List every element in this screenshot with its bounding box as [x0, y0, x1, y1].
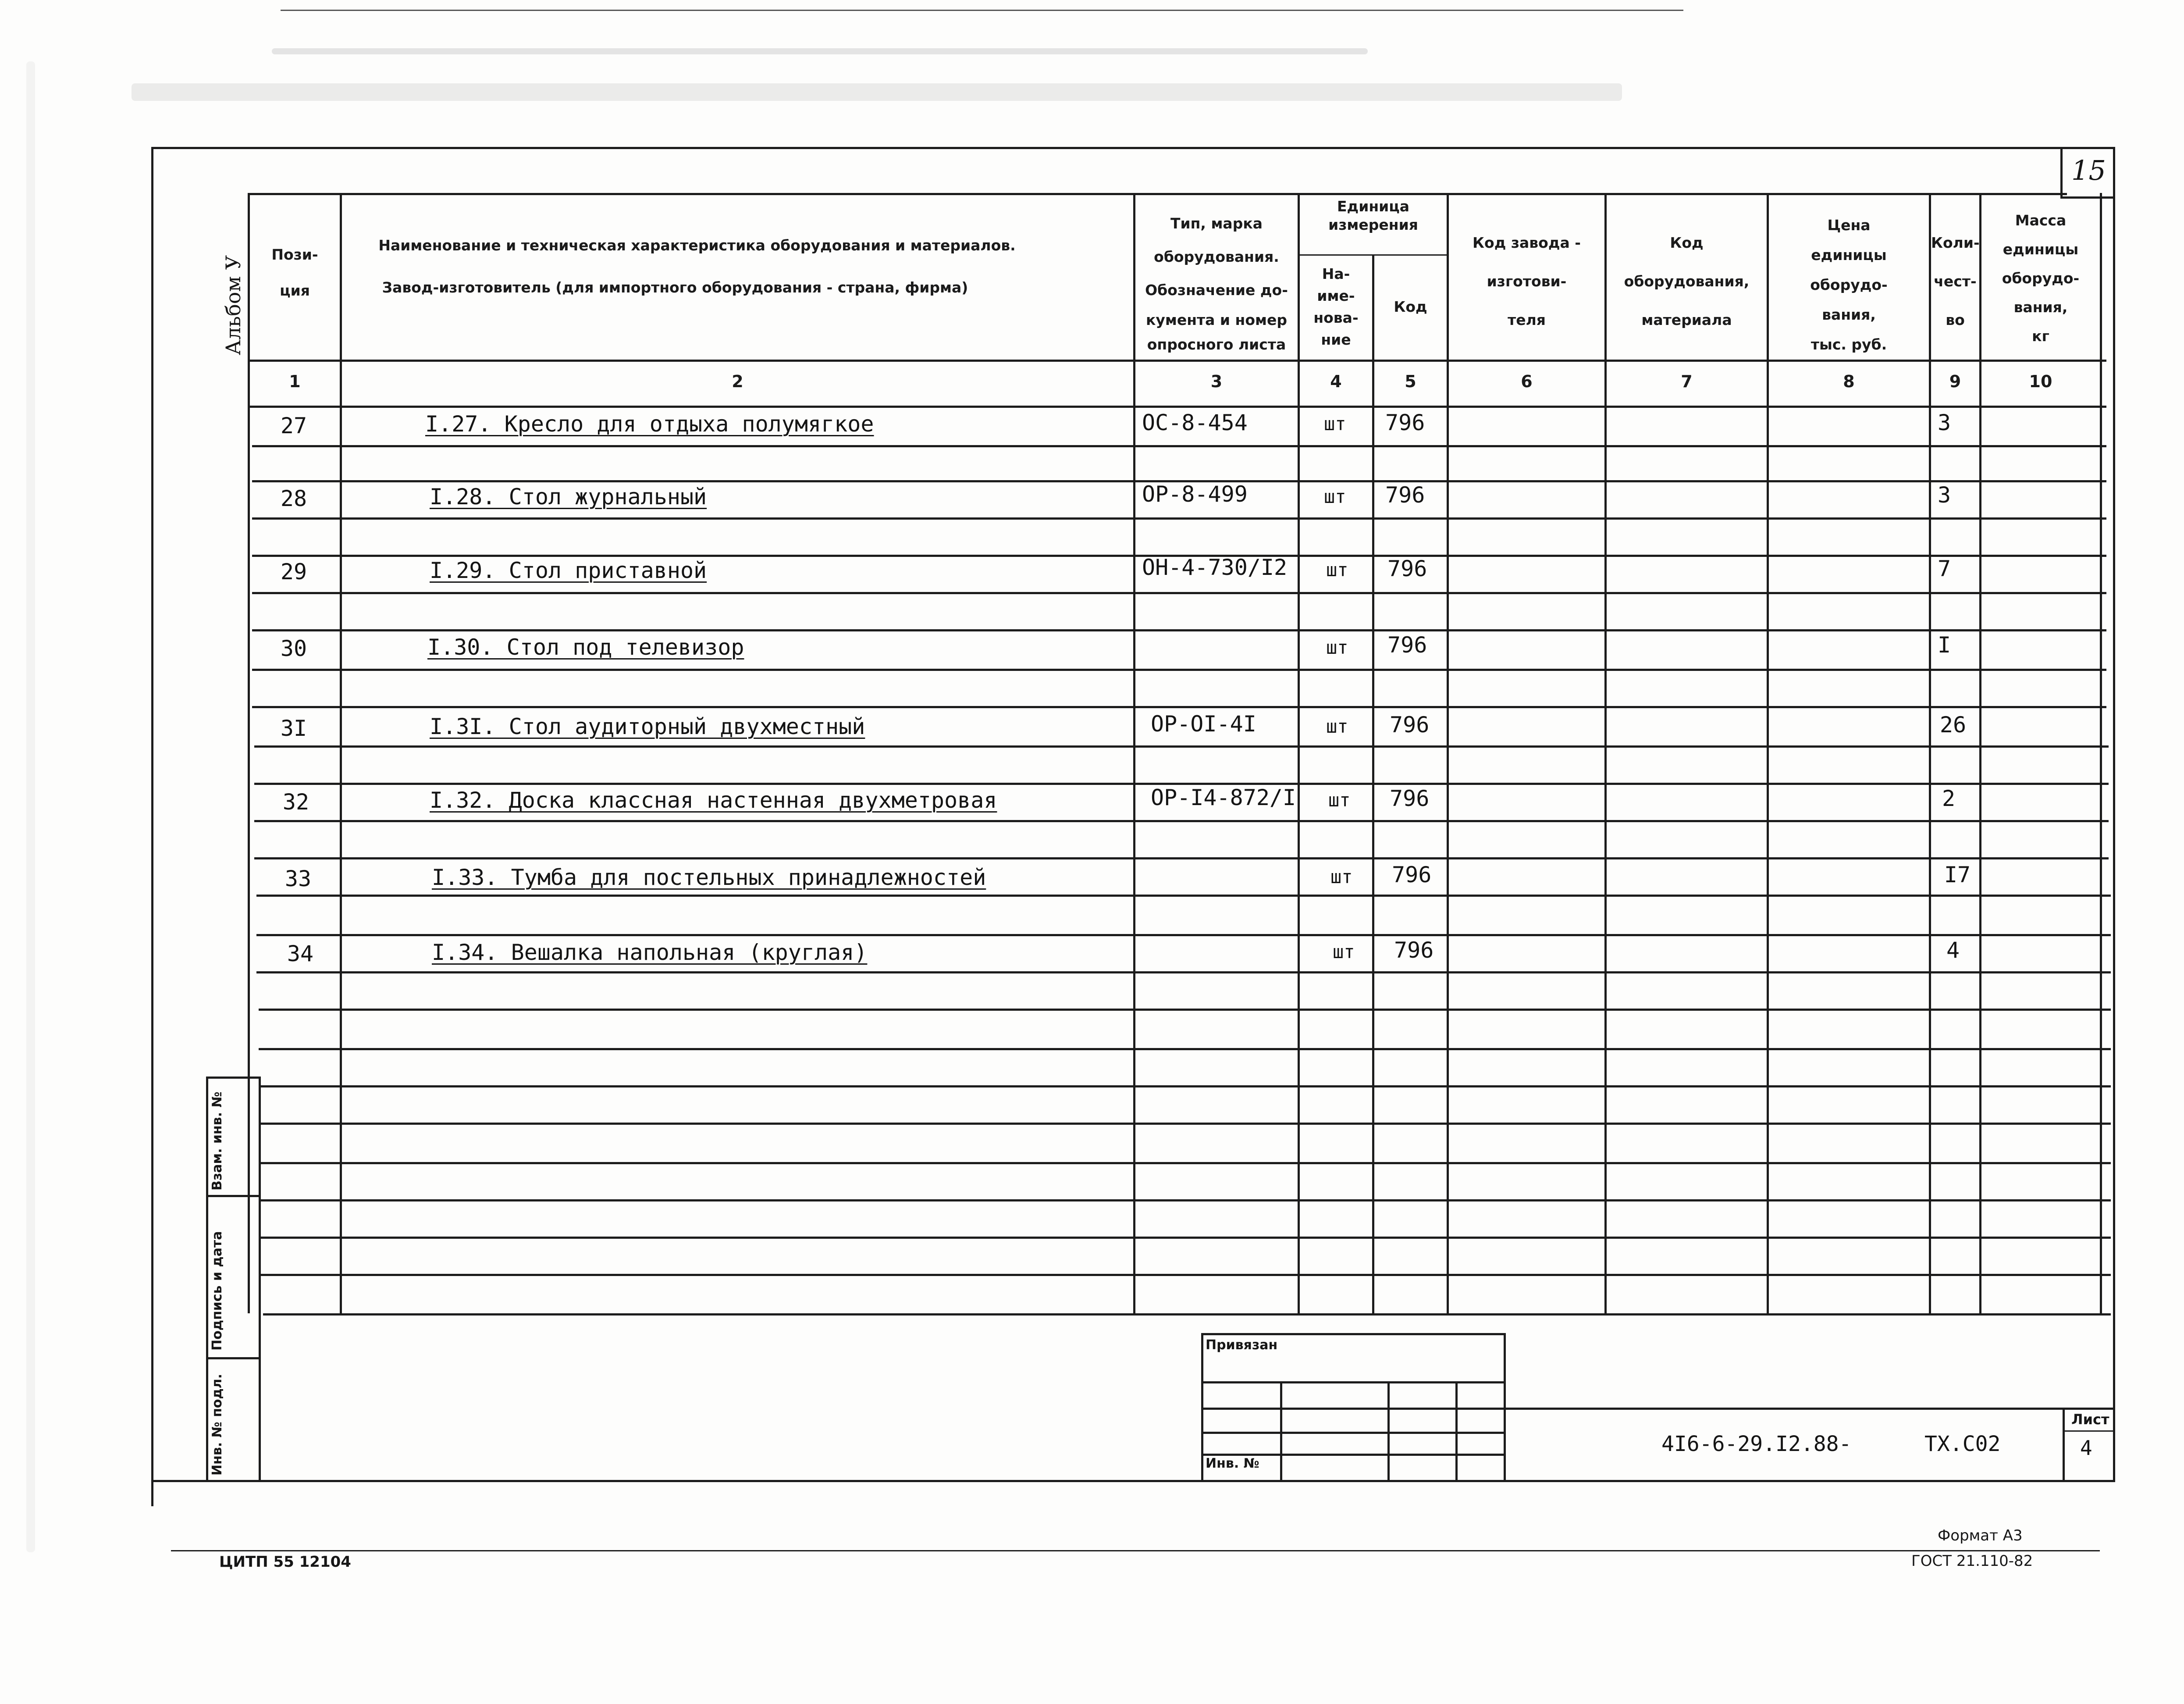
row-name: I.30. Стол под телевизор	[427, 635, 744, 660]
row-position: 33	[285, 866, 312, 891]
colnum-9: 9	[1949, 372, 1961, 391]
row-code: 796	[1390, 786, 1430, 811]
header-name-line2: Завод-изготовитель (для импортного оборудования - страна, фирма)	[382, 279, 968, 296]
row-qty: 3	[1937, 410, 1951, 435]
colnum-1: 1	[289, 372, 301, 391]
row-unit: шт	[1326, 637, 1348, 658]
row-unit: шт	[1326, 559, 1348, 581]
gost-label: ГОСТ 21.110-82	[1911, 1552, 2033, 1570]
bound-label: Привязан	[1206, 1337, 1278, 1353]
stamp-left: ЦИТП 55 12104	[219, 1553, 351, 1571]
header-unit-code: Код	[1394, 298, 1427, 315]
header-unit-name: На- име- нова- ние	[1313, 265, 1359, 348]
colnum-7: 7	[1681, 372, 1693, 391]
row-unit: шт	[1326, 716, 1348, 737]
header-position: Пози- ция	[271, 246, 318, 299]
side-stamp-label-3: Инв. № подл.	[210, 1373, 225, 1476]
sheet-label: Лист	[2071, 1411, 2109, 1428]
colnum-4: 4	[1330, 372, 1342, 391]
row-unit: шт	[1324, 486, 1346, 507]
colnum-10: 10	[2029, 372, 2052, 391]
colnum-6: 6	[1521, 372, 1533, 391]
sheet-number-handwritten: 15	[2071, 154, 2106, 186]
header-type-3: Обозначение до-	[1145, 282, 1288, 299]
header-type-1: Тип, марка	[1170, 215, 1263, 232]
album-label: Альбом У	[221, 255, 245, 355]
inv-label: Инв. №	[1206, 1456, 1259, 1471]
header-equip-code: Код оборудования, материала	[1624, 234, 1750, 328]
row-position: 28	[280, 486, 307, 511]
row-unit: шт	[1328, 789, 1351, 811]
row-position: 29	[280, 559, 307, 585]
row-unit: шт	[1330, 866, 1353, 888]
row-name: I.3I. Стол аудиторный двухместный	[430, 714, 865, 739]
row-position: 32	[282, 789, 309, 815]
header-type-5: опросного листа	[1147, 336, 1286, 353]
header-name-line1: Наименование и техническая характеристика оборудования и материалов.	[378, 237, 1016, 254]
header-type-4: кумента и номер	[1145, 311, 1287, 328]
format-label: Формат А3	[1938, 1527, 2023, 1544]
row-qty: 7	[1937, 556, 1951, 581]
header-type-2: оборудования.	[1154, 248, 1279, 265]
row-qty: I7	[1944, 862, 1971, 888]
row-name: I.28. Стол журнальный	[430, 484, 707, 510]
document-code: 4I6-6-29.I2.88-	[1661, 1432, 1852, 1456]
row-type: ОН-4-730/I2	[1142, 555, 1288, 580]
row-code: 796	[1392, 862, 1432, 888]
header-mass: Масса единицы оборудо- вания, кг	[2002, 212, 2080, 345]
colnum-5: 5	[1405, 372, 1416, 391]
row-type: ОР-ОI-4I	[1151, 711, 1256, 737]
side-stamp-label-1: Взам. инв. №	[210, 1091, 225, 1191]
row-name: I.34. Вешалка напольная (круглая)	[432, 940, 868, 965]
row-position: 3I	[280, 716, 307, 741]
row-code: 796	[1390, 712, 1430, 738]
header-qty: Коли- чест- во	[1931, 234, 1980, 328]
row-name: I.33. Тумба для постельных принадлежностей	[432, 865, 986, 890]
row-unit: шт	[1333, 941, 1355, 963]
row-qty: 4	[1946, 938, 1960, 963]
row-code: 796	[1385, 482, 1425, 508]
header-unit-group: Единица измерения	[1328, 198, 1418, 233]
colnum-2: 2	[732, 372, 743, 391]
row-name: I.32. Доска классная настенная двухметровая	[430, 788, 997, 813]
colnum-8: 8	[1843, 372, 1855, 391]
row-type: ОС-8-454	[1142, 410, 1248, 435]
header-price: Цена единицы оборудо- вания, тыс. руб.	[1810, 217, 1888, 353]
row-unit: шт	[1324, 413, 1346, 435]
row-qty: 26	[1939, 712, 1967, 738]
row-code: 796	[1394, 938, 1434, 963]
row-name: I.29. Стол приставной	[430, 558, 707, 583]
row-type: ОР-I4-872/I	[1151, 785, 1296, 810]
row-type: ОР-8-499	[1142, 481, 1248, 507]
sheet-value: 4	[2080, 1436, 2092, 1460]
side-stamp-label-2: Подпись и дата	[210, 1231, 225, 1351]
row-position: 27	[280, 413, 307, 438]
row-qty: 2	[1942, 786, 1956, 811]
row-code: 796	[1385, 410, 1425, 435]
header-plant-code: Код завода - изготови- теля	[1473, 234, 1581, 328]
document-suffix: ТХ.С02	[1924, 1432, 2001, 1456]
row-qty: 3	[1937, 482, 1951, 508]
colnum-3: 3	[1210, 372, 1223, 391]
row-position: 34	[287, 941, 314, 966]
row-qty: I	[1937, 632, 1951, 658]
row-code: 796	[1387, 632, 1427, 658]
row-name: I.27. Кресло для отдыха полумягкое	[425, 411, 874, 437]
row-position: 30	[280, 636, 307, 661]
row-code: 796	[1387, 556, 1427, 581]
